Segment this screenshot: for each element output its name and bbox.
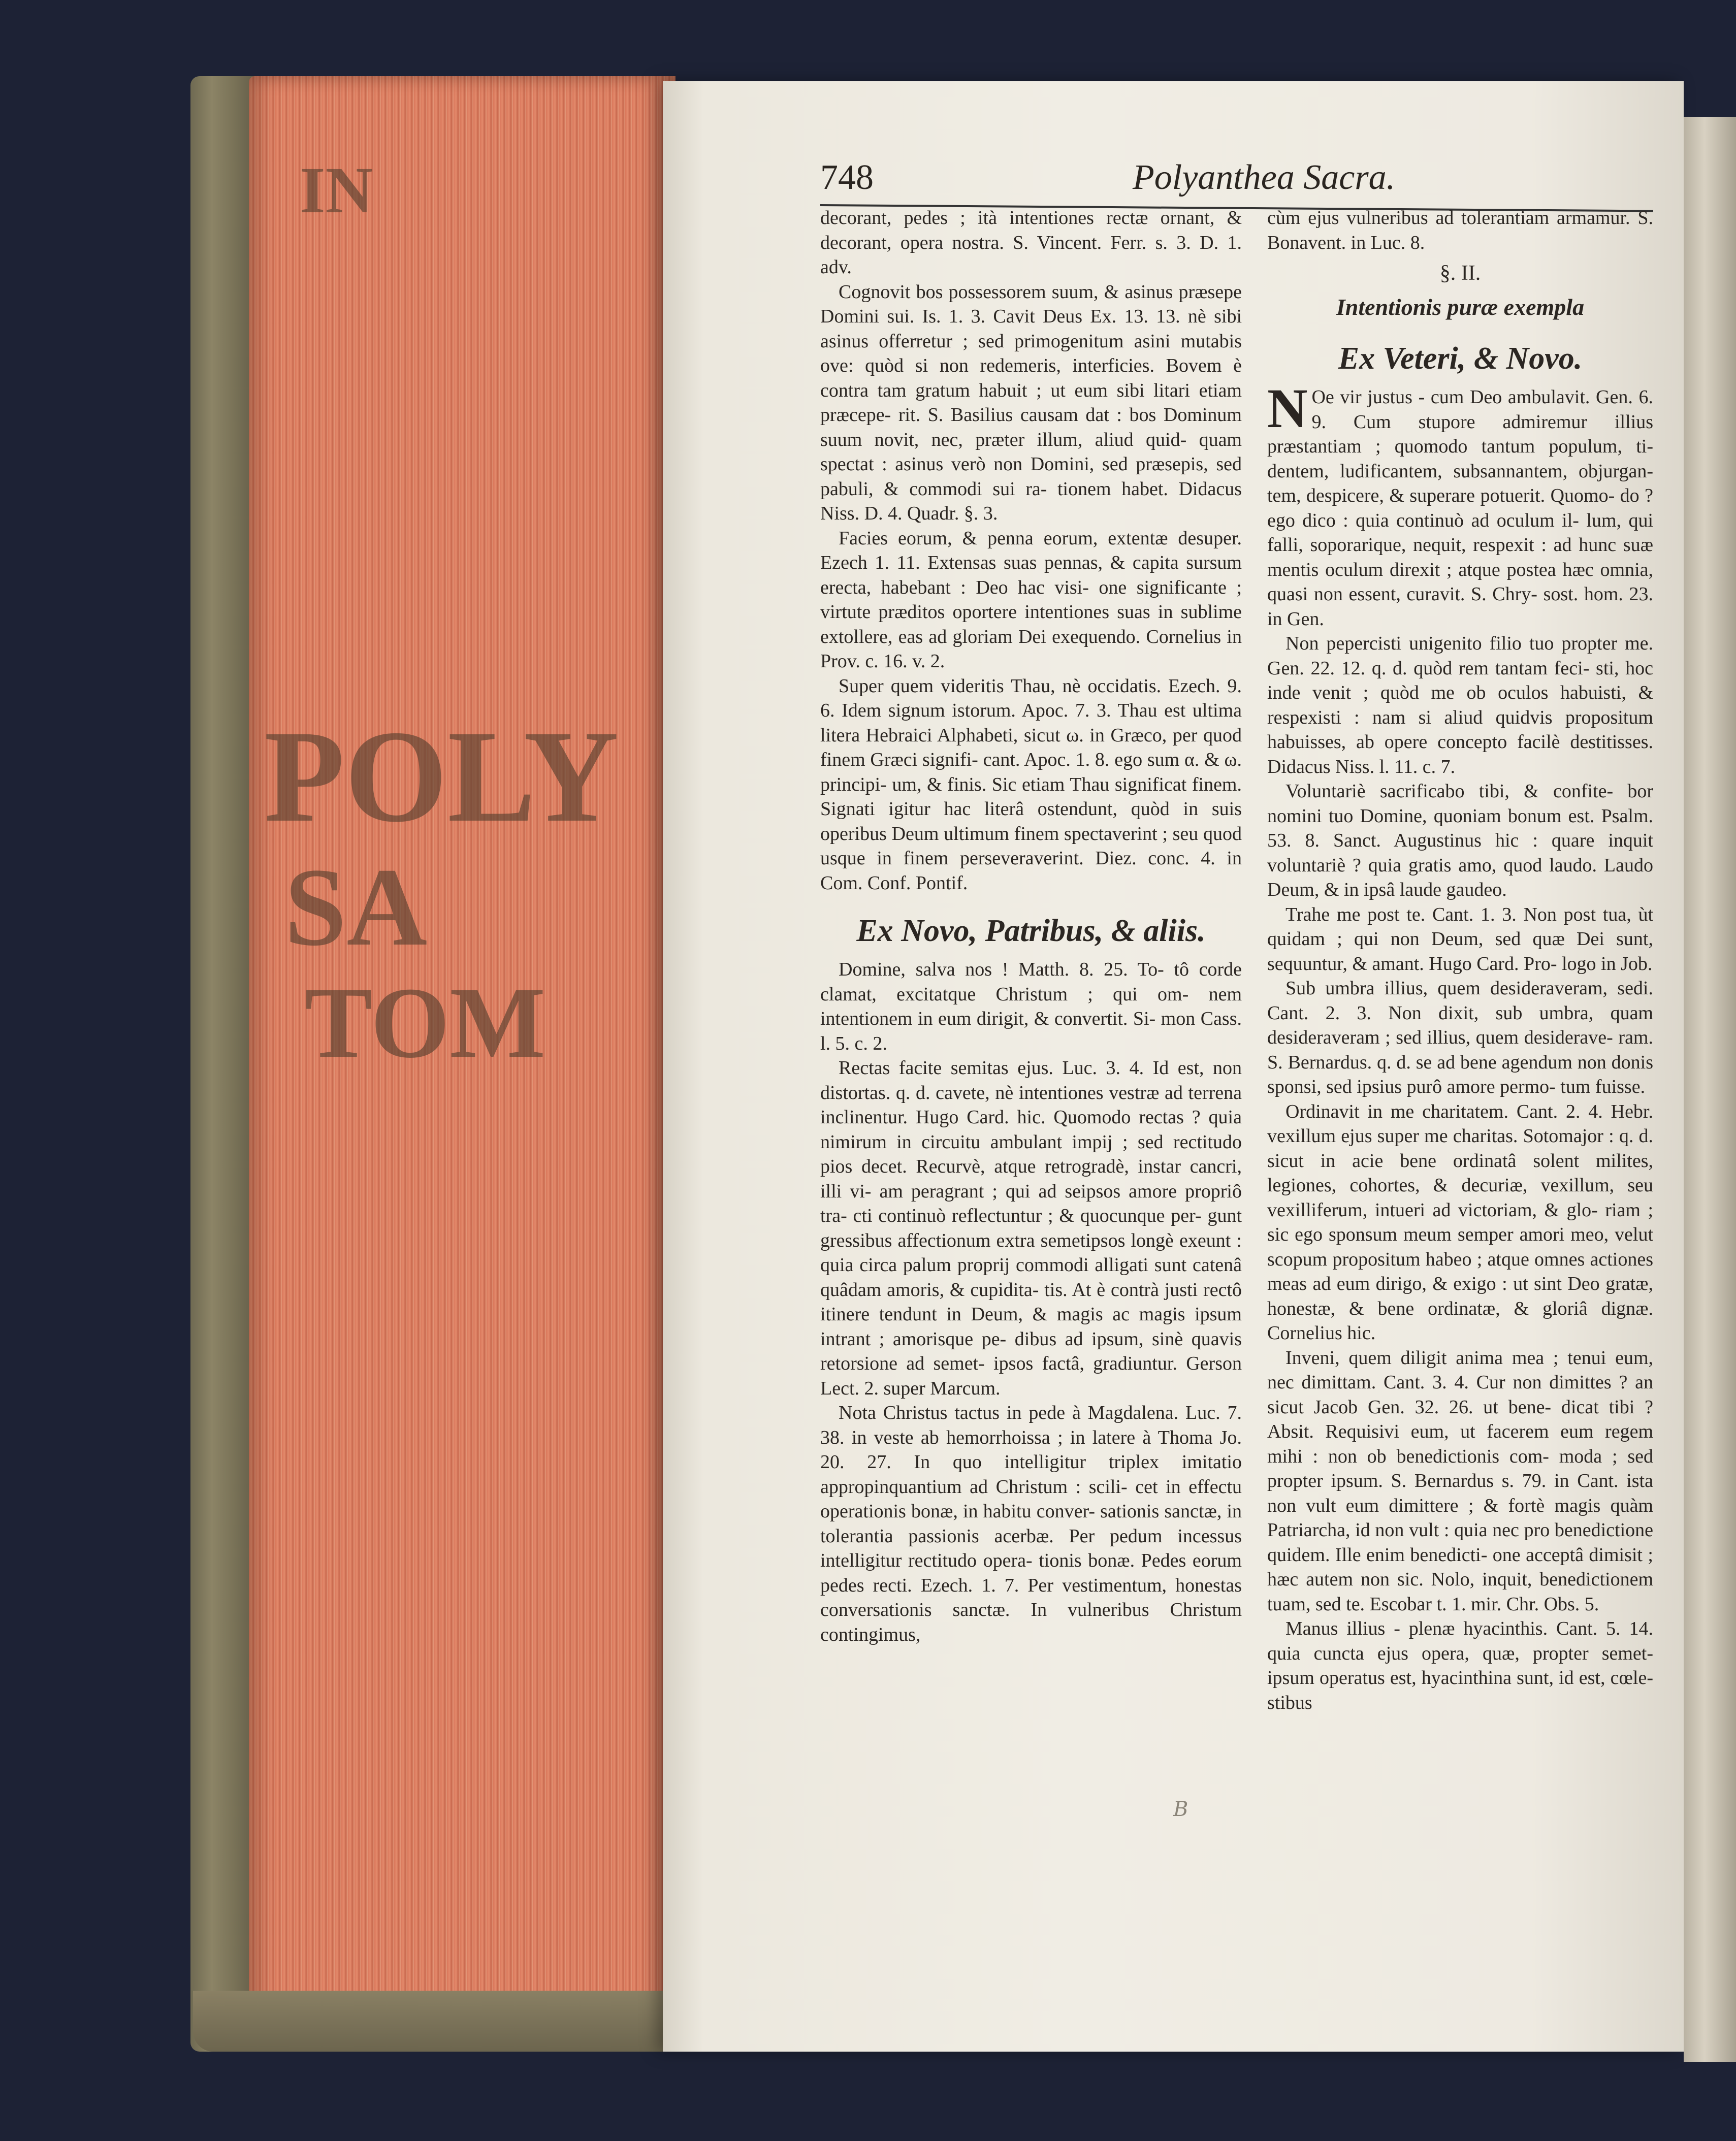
right-column — [1267, 206, 1653, 1715]
section-heading: Ex Veteri, & Novo. — [1338, 341, 1583, 376]
page-number: 748 — [820, 158, 874, 197]
spine-label-2: POLY — [264, 703, 619, 850]
section-subheading: Intentionis puræ exempla — [1336, 294, 1585, 320]
page-header — [820, 157, 1674, 208]
paragraph-text: Oe vir justus - cum Deo ambulavit. Gen. 6. 9. Cum stupore admiremur illius præstantiam ; quomodo tantum populum, ti- dentem, ludificantem, subsannantem, objurgan- tem, despicere, & superare potuerit. Quomo- do ? ego dico : quia continuò ad oculum il- lum, qui falli, soporarique, nequit, respexit : ad hunc suæ mentis oculum direxit ; atque postea hæc omnia, quasi non essent, curavit. S. Chry- sost. hom. 23. in Gen. — [1267, 386, 1653, 630]
paragraph: decorant, pedes ; ità intentiones rectæ ornant, & decorant, opera nostra. S. Vincent. Ferr. s. 3. D. 1. adv. — [820, 207, 1242, 278]
facing-page-edge — [1684, 117, 1736, 2062]
paragraph: Sub umbra illius, quem desideraveram, sedi. Cant. 2. 3. Non dixit, sub umbra, quam desideraveram ; sed illius, quem desiderave- ram. S. Bernardus. q. d. se ad bene agendum non donis sponsi, sed ipsius purô amore permo- tum fuisse. — [1267, 978, 1653, 1097]
signature-mark: B — [1173, 1798, 1188, 1821]
drop-cap: N — [1267, 377, 1308, 439]
spine-label-3: SA — [284, 845, 428, 969]
paragraph — [1267, 377, 1653, 631]
section-heading: Ex Novo, Patribus, & aliis. — [856, 914, 1206, 948]
section-number: §. II. — [1439, 262, 1481, 285]
paragraph: Rectas facite semitas ejus. Luc. 3. 4. Id est, non distortas. q. d. cavete, nè intentiones vestræ ad terrena inclinentur. Hugo Card. hic. Quomodo rectas ? quia nimirum in circuitu ambulant impij ; sed rectitudo pios decet. Recurvè, atque retrogradè, instar cancri, illi vi- am peragrant ; qui ad seipsos amore propriô tra- cti continuò reflectuntur ; & quocunque per- gunt gressibus affectionum extra semetipsos longè exeunt : quia circa palum proprij commodi alligati sunt catenâ quâdam amoris, & cupidita- tis. At è contrà justi rectô itinere tendunt in Deum, & magis ac magis ipsum intrant ; amorisque pe- dibus ad ipsum, sinè quavis retorsione ad semet- ipsos factâ, gradiuntur. Gerson Lect. 2. super Marcum. — [820, 1057, 1242, 1399]
paragraph: Inveni, quem diligit anima mea ; tenui eum, nec dimittam. Cant. 3. 4. Cur non dimittes ? an sicut Jacob Gen. 32. 26. ut bene- dicat tibi ? Absit. Requisivi eum, ut facerem eum regem mihi : non ob benedictionis com- moda ; sed propter ipsum. S. Bernardus s. 79. in Cant. ista non vult eum dimittere ; & fortè magis quàm Patriarcha, id non vult : quia nec pro benedictione quidem. Ille enim benedicti- one acceptâ dimisit ; hæc autem non sic. Nolo, inquit, benedictionem tuam, sed te. Escobar t. 1. mir. Chr. Obs. 5. — [1267, 1347, 1653, 1615]
spine-label-4: TOM — [305, 967, 546, 1079]
paragraph: Trahe me post te. Cant. 1. 3. Non post tua, ùt quidam ; qui non Deum, sed quæ Dei sunt, sequuntur, & amant. Hugo Card. Pro- logo in Job. — [1267, 903, 1653, 975]
paragraph: Super quem videritis Thau, nè occidatis. Ezech. 9. 6. Idem signum istorum. Apoc. 7. 3. Thau est ultima litera Hebraici Alphabeti, sicut ω. in Græco, per quod finem Græci signifi- cant. Apoc. 1. 8. ego sum α. & ω. principi- um, & finis. Sic etiam Thau significat finem. Signati igitur hac literâ ostendunt, quòd in suis operibus Deum ultimum finem spectaverint ; seu quod usque in finem perseveraverint. Diez. conc. 4. in Com. Conf. Pontif. — [820, 675, 1242, 894]
paragraph: Ordinavit in me charitatem. Cant. 2. 4. Hebr. vexillum ejus super me charitas. Sotomajor : q. d. sicut in acie bene ordinatâ solent milites, legiones, cohortes, & decuriæ, vexillum, seu vexilliferum, intueri ad victoriam, & glo- riam ; sic ego sponsum meum semper amori meo, velut scopum propositum habeo ; atque omnes actiones meas ad eum dirigo, & exigo : ut sint Deo gratæ, honestæ, & bene ordinatæ, & gloriâ dignæ. Cornelius hic. — [1267, 1100, 1653, 1344]
paragraph: Facies eorum, & penna eorum, extentæ desuper. Ezech 1. 11. Extensas suas pennas, & capita sursum erecta, habebant : Deo hac visi- one significante ; virtute præditos oportere intentiones suas in sublime extollere, eas ad gloriam Dei exequendo. Cornelius in Prov. c. 16. v. 2. — [820, 527, 1242, 672]
paragraph: Voluntariè sacrificabo tibi, & confite- bor nomini tuo Domine, quoniam bonum est. Psalm. 53. 8. Sanct. Augustinus hic : quare inquit voluntariè ? quia gratis amo, quod laudo. Laudo Deum, & in ipsâ laude gaudeo. — [1267, 781, 1653, 900]
paragraph: Manus illius - plenæ hyacinthis. Cant. 5. 14. quia cuncta ejus opera, quæ, propter semet- ipsum operatus est, hyacinthina sunt, id est, cœle- stibus — [1267, 1618, 1653, 1713]
paragraph: Cognovit bos possessorem suum, & asinus præsepe Domini sui. Is. 1. 3. Cavit Deus Ex. 13. 13. nè sibi asinus offerretur ; sed primogenitum asini mutabis ove: quòd si non redemeris, interficies. Bovem è contra tam gratum habuit ; ut eum sibi litari etiam præcepe- rit. S. Basilius causam dat : bos Dominum suum novit, nec, præter illum, aliud quid- quam spectat : asinus verò non Domini, sed præsepis, sed pabuli, & commodi sui ra- tionem habet. Didacus Niss. D. 4. Quadr. §. 3. — [820, 281, 1242, 524]
paragraph: Non pepercisti unigenito filio tuo propter me. Gen. 22. 12. q. d. quòd rem tantam feci- sti, hoc inde venit ; quòd me ob oculos habuisti, & respexisti : nam si aliud quidvis propositum habuisses, ab opere concepto facilè destitisses. Didacus Niss. l. 11. c. 7. — [1267, 633, 1653, 777]
left-column — [820, 206, 1242, 1647]
spine-label-1: IN — [300, 154, 373, 227]
paragraph: Nota Christus tactus in pede à Magdalena. Luc. 7. 38. in veste ab hemorrhoissa ; in latere à Thoma Jo. 20. 27. In quo intelligitur triplex imitatio appropinquantium ad Christum : scili- cet in effectu operationis bonæ, in habitu conver- sationis sanctæ, in tolerantia passionis acerbæ. Per pedum incessus intelligitur rectitudo opera- tionis bonæ. Pedes eorum pedes recti. Ezech. 1. 7. Per vestimentum, honestas conversationis sanctæ. In vulneribus Christum contingimus, — [820, 1402, 1242, 1645]
paragraph: cùm ejus vulneribus ad tolerantiam armamur. S. Bonavent. in Luc. 8. — [1267, 207, 1653, 253]
running-title: Polyanthea Sacra. — [1133, 158, 1396, 197]
paragraph: Domine, salva nos ! Matth. 8. 25. To- tô corde clamat, excitatque Christum ; qui om- nem intentionem in eum dirigit, & convertit. Si- mon Cass. l. 5. c. 2. — [820, 959, 1242, 1054]
